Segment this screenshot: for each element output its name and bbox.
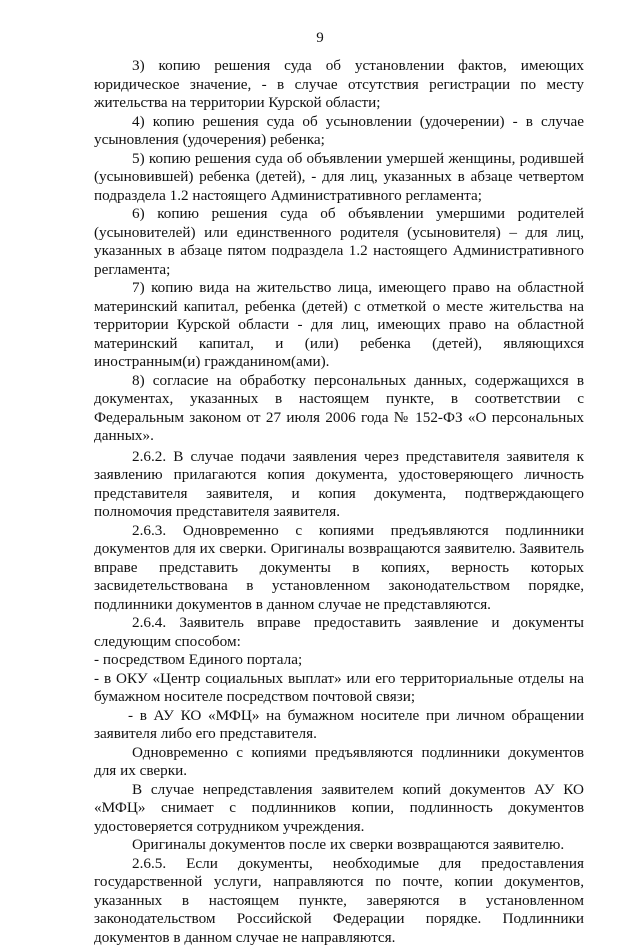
- method-oku-mail: - в ОКУ «Центр социальных выплат» или его территориальные отделы на бумажном носителе посредством почтовой связи;: [94, 670, 584, 707]
- method-mfc-in-person: - в АУ КО «МФЦ» на бумажном носителе при личном обращении заявителя либо его представителя.: [94, 707, 584, 744]
- list-item-4: 4) копию решения суда об усыновлении (удочерении) - в случае усыновления (удочерения) ребенка;: [94, 113, 584, 150]
- paragraph-originals-returned: Оригиналы документов после их сверки возвращаются заявителю.: [94, 836, 584, 855]
- paragraph-2-6-5: 2.6.5. Если документы, необходимые для предоставления государственной услуги, направляются по почте, копии документов, указанных в настоящем пункте, заверяются в установленном законодательством Российской Федерации порядке. Подлинники документов в данном случае не направляются.: [94, 855, 584, 947]
- list-item-7: 7) копию вида на жительство лица, имеющего право на областной материнский капитал, ребенка (детей) с отметкой о месте жительства на территории Курской области - для лиц, имеющих право на областной материнский капитал, и (или) ребенка (детей), являющихся иностранным(и) гражданином(ами).: [94, 279, 584, 372]
- paragraph-originals-check: Одновременно с копиями предъявляются подлинники документов для их сверки.: [94, 744, 584, 781]
- paragraph-2-6-3: 2.6.3. Одновременно с копиями предъявляются подлинники документов для их сверки. Оригиналы возвращаются заявителю. Заявитель вправе представить документы в копиях, верность которых засвидетельствована в установленном законодательством порядке, подлинники документов в данном случае не представляются.: [94, 522, 584, 615]
- list-item-6: 6) копию решения суда об объявлении умершими родителей (усыновителей) или единственного родителя (усыновителя) – для лиц, указанных в абзаце пятом подраздела 1.2 настоящего Административного регламента;: [94, 205, 584, 279]
- paragraph-2-6-4: 2.6.4. Заявитель вправе предоставить заявление и документы следующим способом:: [94, 614, 584, 651]
- list-item-5: 5) копию решения суда об объявлении умершей женщины, родившей (усыновившей) ребенка (детей), - для лиц, указанных в абзаце четвертом подраздела 1.2 настоящего Административного регламента;: [94, 150, 584, 206]
- paragraph-mfc-copies: В случае непредставления заявителем копий документов АУ КО «МФЦ» снимает с подлинников копии, подлинность документов удостоверяется сотрудником учреждения.: [94, 781, 584, 837]
- document-body: [94, 57, 584, 947]
- list-item-3: 3) копию решения суда об установлении фактов, имеющих юридическое значение, - в случае отсутствия регистрации по месту жительства на территории Курской области;: [94, 57, 584, 113]
- page-number: 9: [0, 30, 640, 47]
- list-item-8: 8) согласие на обработку персональных данных, содержащихся в документах, указанных в настоящем пункте, в соответствии с Федеральным законом от 27 июля 2006 года № 152-ФЗ «О персональных данных».: [94, 372, 584, 446]
- paragraph-2-6-2: 2.6.2. В случае подачи заявления через представителя заявителя к заявлению прилагаются копия документа, удостоверяющего личность представителя заявителя, и копия документа, подтверждающего полномочия представителя заявителя.: [94, 448, 584, 522]
- method-single-portal: - посредством Единого портала;: [94, 651, 584, 670]
